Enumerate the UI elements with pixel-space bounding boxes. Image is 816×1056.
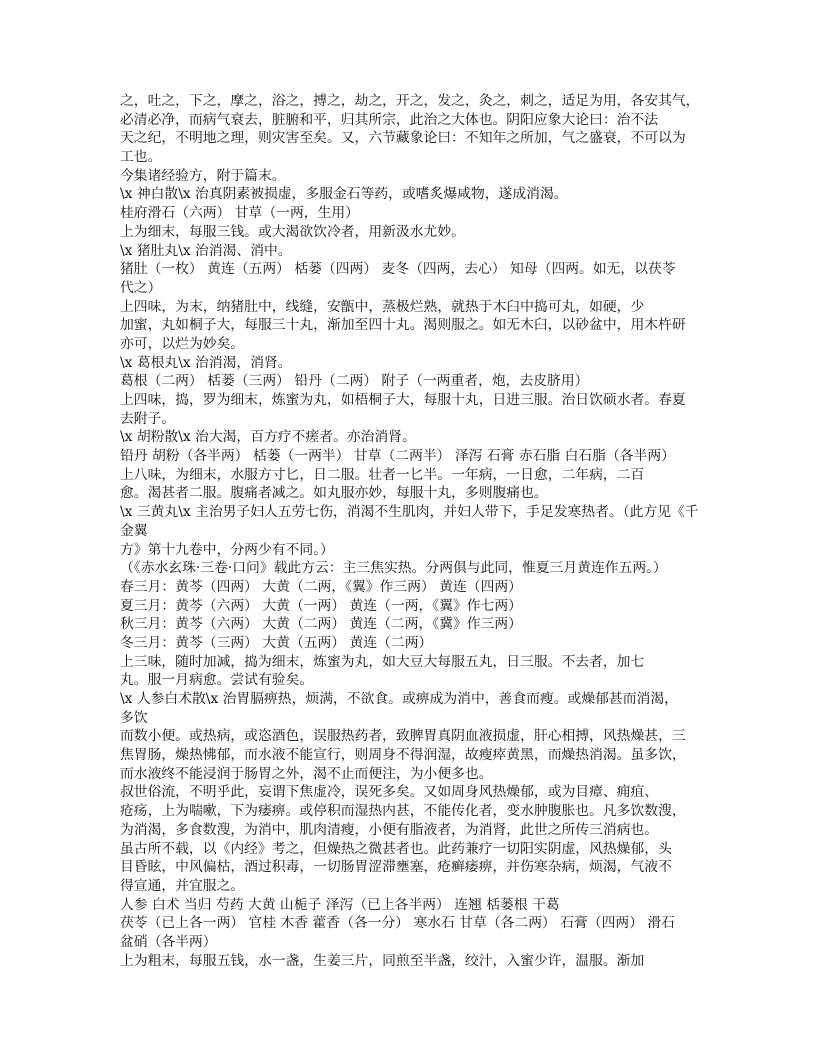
text-line: 叔世俗流，不明乎此，妄谓下焦虚冷，误死多矣。又如周身风热燥郁，或为目瘴、痈疽、 — [120, 784, 659, 801]
text-line: \x 葛根丸\x 治消渴，消肾。 — [120, 354, 292, 371]
text-line: 上四味，为末，纳猪肚中，线缝，安甑中，蒸极烂熟，就热于木臼中捣可丸，如硬，少 — [120, 298, 645, 315]
text-line: 上三味，随时加减，捣为细末，炼蜜为丸，如大豆大每服五丸，日三服。不去者，加七 — [120, 653, 645, 670]
text-line: 茯苓（已上各一两） 官桂 木香 藿香（各一分） 寒水石 甘草（各二两） 石膏（四两） 滑石 — [120, 915, 675, 932]
text-line: 上四味，捣，罗为细末，炼蜜为丸，如梧桐子大，每服十丸，日进三服。治日饮硕水者。春夏 — [120, 392, 686, 408]
text-line: 天之纪，不明地之理，则灾害至矣。又，六节藏象论曰：不知年之所加，气之盛衰，不可以为 — [120, 130, 686, 147]
text-line: \x 三黄丸\x 主治男子妇人五劳七伤，消渴不生肌肉，并妇人带下，手足发寒热者。（此方见《千 — [120, 504, 699, 521]
text-line: 必清必净，而病气衰去，脏腑和平，归其所宗，此治之大体也。阴阳应象大论曰：治不法 — [120, 111, 659, 128]
text-line: 目昏眩，中风偏枯，酒过积毒，一切肠胃涩滞壅塞，疮癣痿痹，并伤寒杂病，烦渴，气液不 — [120, 859, 672, 876]
text-line: 铅丹 胡粉（各半两） 栝蒌（一两半） 甘草（二两半） 泽泻 石膏 赤石脂 白石脂（各半两） — [120, 448, 675, 465]
text-line: 丸。服一月病愈。尝试有验矣。 — [120, 672, 314, 689]
document-body — [120, 92, 720, 970]
text-line: （《赤水玄珠·三卷·口问》载此方云：主三焦实热。分两俱与此同，惟夏三月黄连作五两。） — [120, 560, 667, 577]
text-line: 盆硝（各半两） — [120, 933, 217, 950]
text-line: 虽古所不载，以《内经》考之，但燥热之微甚者也。此药兼疗一切阳实阴虚，风热燥郁，头 — [120, 840, 672, 857]
text-line: 上为粗末，每服五钱，水一盏，生姜三片，同煎至半盏，绞汁，入蜜少许，温服。渐加 — [120, 952, 645, 969]
text-line: 上八味，为细末，水服方寸匕，日二服。壮者一匕半。一年病，一日愈，二年病，二百 — [120, 466, 645, 483]
text-line: 焦胃肠，燥热怫郁，而水液不能宣行，则周身不得润湿，故瘦瘁黄黑，而燥热消渴。虽多饮， — [120, 747, 686, 764]
text-line: 去附子。 — [120, 410, 176, 427]
text-line: \x 胡粉散\x 治大渴，百方疗不瘥者。亦治消肾。 — [120, 429, 416, 446]
text-line: 秋三月：黄芩（六两） 大黄（二两） 黄连（二两，《冀》作三两） — [120, 616, 522, 633]
text-line: 方》第十九卷中，分两少有不同。） — [120, 541, 334, 558]
text-line: 为消渴，多食数溲，为消中，肌肉清瘦，小便有脂液者，为消肾，此世之所传三消病也。 — [120, 821, 659, 838]
text-line: 加蜜，丸如桐子大，每服三十丸，渐加至四十丸。渴则服之。如无木臼，以砂盆中，用木杵研 — [120, 317, 686, 334]
text-line: \x 猪肚丸\x 治消渴、消中。 — [120, 242, 292, 259]
text-line: \x 人参白术散\x 治胃膈痹热，烦满，不欲食。或痹成为消中，善食而瘦。或燥郁甚而消渴， — [120, 691, 678, 707]
text-line: 而数小便。或热病，或恣酒色，误服热药者，致脾胃真阴血液损虚，肝心相搏，风热燥甚，三 — [120, 728, 686, 745]
text-line: 疮疡，上为喘嗽，下为痿痹。或停积而湿热内甚，不能传化者，变水肿腹胀也。凡多饮数溲， — [120, 803, 686, 820]
text-line: 葛根（二两） 栝蒌（三两） 铅丹（二两） 附子（一两重者，炮，去皮脐用） — [120, 373, 589, 390]
text-line: 猪肚（一枚） 黄连（五两） 栝蒌（四两） 麦冬（四两，去心） 知母（四两。如无，以茯苓 — [120, 261, 676, 278]
text-line: 今集诸经验方，附于篇末。 — [120, 167, 286, 184]
text-line: 工也。 — [120, 149, 162, 166]
text-line: 春三月：黄芩（四两） 大黄（二两，《翼》作三两） 黄连（四两） — [120, 578, 522, 595]
text-line: 之，吐之，下之，摩之，浴之，搏之，劫之，开之，发之，灸之，刺之，适足为用，各安其气， — [120, 93, 700, 109]
text-line: 桂府滑石（六两） 甘草（一两，生用） — [120, 205, 359, 222]
text-line: 金翼 — [120, 522, 148, 539]
text-line: 亦可，以烂为妙矣。 — [120, 335, 245, 352]
text-line: 代之） — [120, 279, 162, 296]
text-line: \x 神白散\x 治真阴素被损虚，多服金石等药，或嗜炙爆咸物，遂成消渴。 — [120, 186, 568, 203]
text-line: 上为细末，每服三钱。或大渴欲饮冷者，用新汲水尤妙。 — [120, 223, 465, 240]
text-line: 得宣通，并宜服之。 — [120, 877, 245, 894]
text-line: 而水液终不能浸润于肠胃之外，渴不止而便注，为小便多也。 — [120, 765, 493, 782]
text-line: 愈。渴甚者二服。腹痛者减之。如丸服亦妙，每服十丸，多则腹痛也。 — [120, 485, 548, 502]
text-line: 人参 白术 当归 芍药 大黄 山栀子 泽泻（已上各半两） 连翘 栝蒌根 干葛 — [120, 896, 560, 913]
text-line: 夏三月：黄芩（六两） 大黄（一两） 黄连（一两，《翼》作七两） — [120, 597, 522, 614]
text-line: 冬三月：黄芩（三两） 大黄（五两） 黄连（二两） — [120, 634, 433, 651]
text-line: 多饮 — [120, 709, 148, 726]
